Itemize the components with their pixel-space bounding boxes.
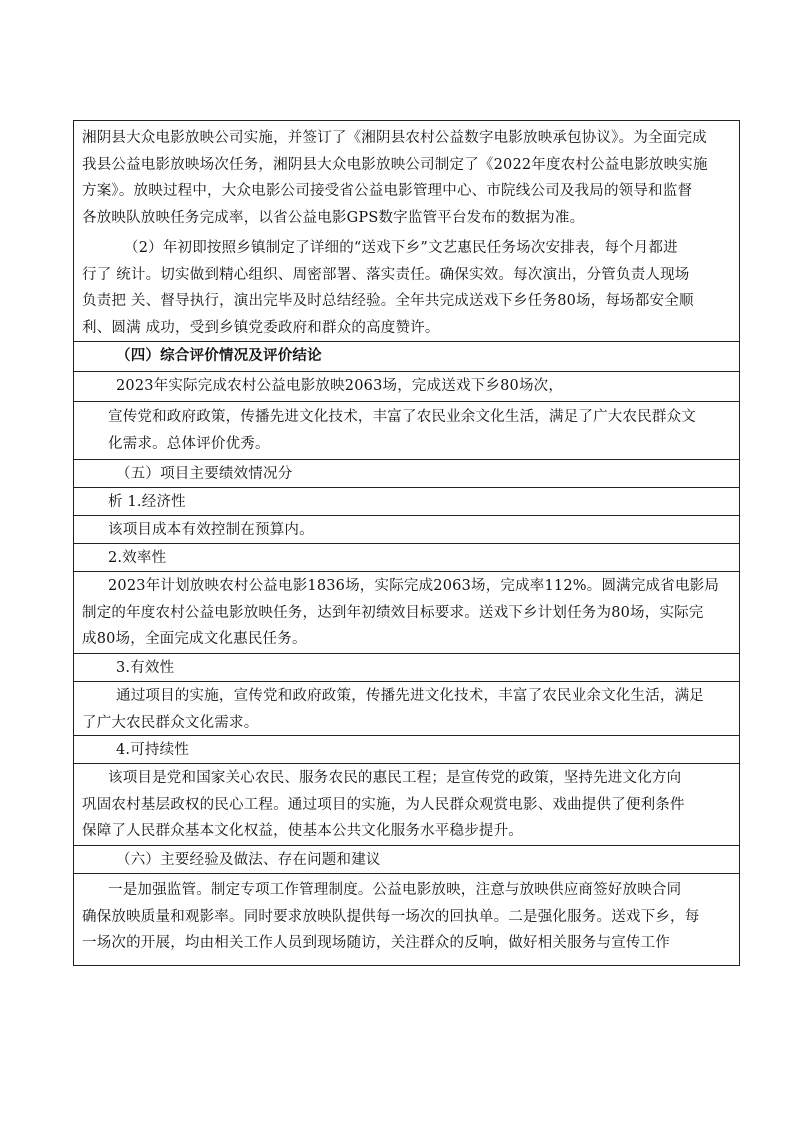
- row-divider: [74, 873, 739, 874]
- text-line: 行了 统计。切实做到精心组织、周密部署、落实责任。确保实效。每次演出，分管负责人现场: [82, 266, 690, 283]
- text-line: 该项目是党和国家关心农民、服务农民的惠民工程；是宣传党的政策，坚持先进文化方向: [108, 770, 682, 786]
- section-heading: （四）综合评价情况及评价结论: [116, 347, 322, 364]
- sustainability-paragraph: [82, 765, 733, 845]
- text-line: 湘阴县大众电影放映公司实施，并签订了《湘阴县农村公益数字电影放映承包协议》。为全面完成: [82, 130, 707, 146]
- row-divider: [74, 735, 739, 736]
- evaluation-table: [73, 120, 740, 966]
- section-heading: （五）项目主要绩效情况分: [116, 466, 293, 482]
- text-line: 我县公益电影放映场次任务，湘阴县大众电影放映公司制定了《2022年度农村公益电影放映实施: [82, 156, 708, 173]
- section-heading: （六）主要经验及做法、存在问题和建议: [116, 852, 381, 868]
- text-line: 各放映队放映任务完成率，以省公益电影GPS数字监管平台发布的数据为准。: [82, 209, 585, 226]
- text-line: 化需求。总体评价优秀。: [108, 435, 270, 452]
- experience-paragraph: [82, 877, 733, 957]
- implementation-paragraph: [82, 125, 733, 231]
- text-line: 成80场，全面完成文化惠民任务。: [82, 631, 307, 647]
- text-line: （2）年初即按照乡镇制定了详细的“送戏下乡”文艺惠民任务场次安排表，每个月都进: [124, 240, 678, 256]
- text-line: 一是加强监管。制定专项工作管理制度。公益电影放映，注意与放映供应商签好放映合同: [108, 882, 682, 898]
- text-line: 方案》。放映过程中，大众电影公司接受省公益电影管理中心、市院线公司及我局的领导和监督: [82, 183, 693, 199]
- row-divider: [74, 459, 739, 460]
- row-divider: [74, 487, 739, 488]
- subheading-efficiency: 2.效率性: [108, 550, 167, 566]
- row-divider: [74, 681, 739, 682]
- row-divider: [74, 653, 739, 654]
- text-line: 一场次的开展，均由相关工作人员到现场随访，关注群众的反响，做好相关服务与宣传工作: [82, 935, 670, 951]
- row-divider: [74, 401, 739, 402]
- text-line: 巩固农村基层政权的民心工程。通过项目的实施，为人民群众观赏电影、戏曲提供了便利条件: [82, 796, 685, 813]
- text-line: 宣传党和政府政策，传播先进文化技术，丰富了农民业余文化生活，满足了广大农民群众文: [108, 409, 696, 425]
- text-line: 确保放映质量和观影率。同时要求放映队提供每一场次的回执单。二是强化服务。送戏下乡，每: [82, 908, 700, 925]
- row-divider: [74, 571, 739, 572]
- text-line: 负责把 关、督导执行，演出完毕及时总结经验。全年共完成送戏下乡任务80场，每场都安全顺: [82, 293, 694, 309]
- subheading-effectiveness: 3.有效性: [116, 660, 175, 676]
- text-line: 通过项目的实施，宣传党和政府政策，传播先进文化技术，丰富了农民业余文化生活，满足: [116, 688, 704, 704]
- text-line: 制定的年度农村公益电影放映任务，达到年初绩效目标要求。送戏下乡计划任务为80场，实际完: [82, 604, 704, 621]
- text-line: 保障了人民群众基本文化权益，使基本公共文化服务水平稳步提升。: [82, 823, 523, 839]
- text-line: 利、圆满 成功，受到乡镇党委政府和群众的高度赞许。: [82, 319, 440, 336]
- text-line: 该项目成本有效控制在预算内。: [108, 522, 314, 538]
- row-divider: [74, 543, 739, 544]
- text-line: 2023年实际完成农村公益电影放映2063场，完成送戏下乡80场次，: [116, 378, 564, 394]
- row-divider: [74, 845, 739, 846]
- text-line: 2023年计划放映农村公益电影1836场，实际完成2063场，完成率112%。圆满完成省电影局: [108, 578, 720, 594]
- subheading-economy: 析 1.经济性: [108, 494, 186, 510]
- opera-tour-paragraph: [82, 235, 733, 341]
- row-divider: [74, 763, 739, 764]
- efficiency-paragraph: [82, 573, 733, 653]
- row-divider: [74, 341, 739, 342]
- text-line: 了广大农民群众文化需求。: [82, 714, 259, 731]
- row-divider: [74, 371, 739, 372]
- row-divider: [74, 515, 739, 516]
- overall-evaluation-paragraph: [82, 404, 733, 457]
- effectiveness-paragraph: [82, 683, 733, 736]
- subheading-sustainability: 4.可持续性: [116, 742, 190, 758]
